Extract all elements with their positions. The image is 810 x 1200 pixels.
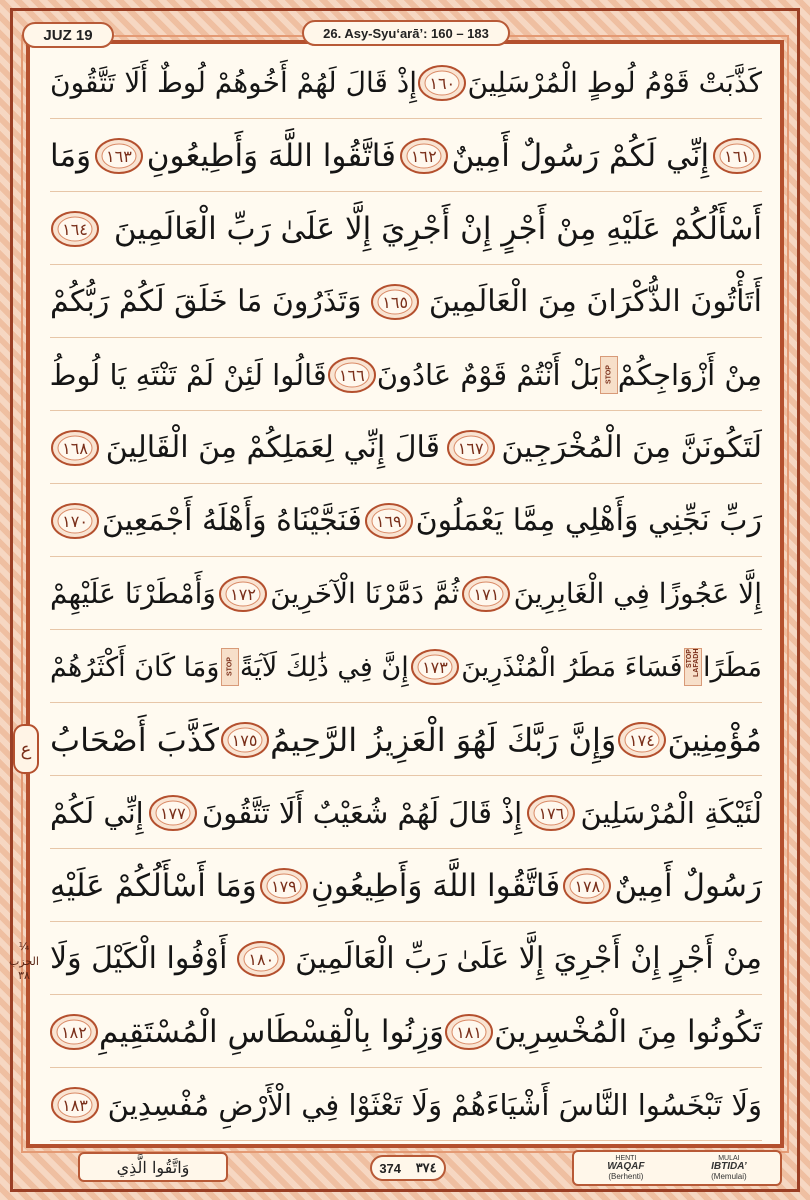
verse-line xyxy=(50,851,762,922)
page-number xyxy=(370,1155,446,1181)
ayah-number: ١٧٢ xyxy=(230,584,256,604)
stop-sign: STOP LAFADH xyxy=(684,648,702,686)
verse-line xyxy=(50,997,762,1068)
ayah-number: ١٦١ xyxy=(724,146,750,166)
ayah-number: ١٦٩ xyxy=(375,511,402,531)
legend-waqaf-sub: (Berhenti) xyxy=(608,1171,644,1181)
ayah-number-marker xyxy=(562,866,612,906)
verse-text: وَمَا كَانَ أَكْثَرُهُمْ xyxy=(50,651,220,683)
ayah-number-marker xyxy=(526,793,576,833)
verse-line xyxy=(50,486,762,557)
ayah-number-marker xyxy=(259,866,309,906)
ayah-number-marker xyxy=(50,1085,100,1125)
legend-waqaf-title: WAQAF xyxy=(607,1161,645,1173)
verse-text: وَأَمْطَرْنَا عَلَيْهِمْ xyxy=(50,577,216,610)
verse-line xyxy=(50,48,762,119)
ayah-number-marker xyxy=(364,501,414,541)
ayah-number-marker xyxy=(617,720,667,760)
verse-text: مِنْ أَجْرٍ إِنْ أَجْرِيَ إِلَّا عَلَىٰ رَبِّ الْعَالَمِينَ xyxy=(295,941,762,976)
stop-sign: STOP xyxy=(221,648,239,686)
ayah-number: ١٦٥ xyxy=(382,292,409,312)
verse-text: كَذَّبَتْ قَوْمُ لُوطٍ الْمُرْسَلِينَ xyxy=(467,66,762,99)
verse-text: إِلَّا عَجُوزًا فِي الْغَابِرِينَ xyxy=(513,577,762,610)
verse-text: كَذَّبَ أَصْحَابُ xyxy=(50,721,219,759)
ayah-number: ١٦٧ xyxy=(457,438,484,458)
verse-text: قَالَ إِنِّي لِعَمَلِكُمْ مِنَ الْقَالِينَ xyxy=(105,430,440,465)
hizb-label: الحزب xyxy=(9,954,39,968)
verse-text: مَطَرًا xyxy=(702,651,762,683)
ayah-number-marker xyxy=(444,1012,494,1052)
next-page-word: وَاتَّقُوا الَّذِي xyxy=(78,1152,228,1182)
verse-text: بَلْ أَنْتُمْ قَوْمٌ عَادُونَ xyxy=(376,357,600,392)
verse-line xyxy=(50,705,762,776)
ayah-number-marker xyxy=(148,793,198,833)
verse-text: ثُمَّ دَمَّرْنَا الْآخَرِينَ xyxy=(270,577,460,610)
ruku-marker: ع xyxy=(13,724,39,774)
ayah-number: ١٧٩ xyxy=(270,876,297,896)
verse-line xyxy=(50,194,762,265)
ayah-number: ١٨١ xyxy=(456,1022,482,1042)
ayah-number-marker xyxy=(410,647,460,687)
verse-text: فَاتَّقُوا اللَّهَ وَأَطِيعُونِ xyxy=(146,137,396,174)
verse-text: قَالُوا لَئِنْ لَمْ تَنْتَهِ يَا لُوطُ xyxy=(49,357,327,392)
ayah-number: ١٧٣ xyxy=(422,657,448,677)
verse-text: أَوْفُوا الْكَيْلَ وَلَا xyxy=(50,941,228,976)
legend-waqaf-key: HENTI xyxy=(615,1154,637,1162)
verse-text: رَبِّ نَجِّنِي وَأَهْلِي مِمَّا يَعْمَلُونَ xyxy=(415,503,762,538)
verse-text: أَتَأْتُونَ الذُّكْرَانَ مِنَ الْعَالَمِينَ xyxy=(428,284,762,319)
verse-text: وَتَذَرُونَ مَا خَلَقَ لَكُمْ رَبُّكُمْ xyxy=(50,284,362,319)
ayah-number-marker xyxy=(94,136,144,176)
verse-text: رَسُولٌ أَمِينٌ xyxy=(614,867,762,904)
surah-title: 26. Asy-Syu‘arā’: 160 – 183 xyxy=(302,20,510,46)
verse-text: إِنِّي لَكُمْ xyxy=(50,795,144,830)
ayah-number: ١٧٤ xyxy=(629,730,655,750)
verse-text: وَمَا xyxy=(50,137,92,174)
page-number-latin: 374 xyxy=(379,1160,402,1176)
ayah-number: ١٦٢ xyxy=(410,146,437,166)
hizb-quarter: ¼ xyxy=(18,939,30,953)
ayah-number-marker xyxy=(50,428,100,468)
verse-line xyxy=(50,778,762,849)
ayah-number: ١٦٣ xyxy=(106,146,132,166)
ayah-number-marker xyxy=(50,209,100,249)
ayah-number-marker xyxy=(399,136,449,176)
verse-text: وَزِنُوا بِالْقِسْطَاسِ الْمُسْتَقِيمِ xyxy=(98,1013,445,1050)
verse-line xyxy=(50,924,762,995)
verse-text: وَإِنَّ رَبَّكَ لَهُوَ الْعَزِيزُ الرَّحِيمُ xyxy=(270,721,617,759)
verse-text: مُؤْمِنِينَ xyxy=(667,721,762,759)
verse-text: لْئَيْكَةِ الْمُرْسَلِينَ xyxy=(580,795,762,830)
verse-line xyxy=(50,1070,762,1141)
ayah-number: ١٨٣ xyxy=(62,1095,88,1115)
ayah-number: ١٧٨ xyxy=(574,876,601,896)
ayah-number: ١٨٠ xyxy=(248,949,275,969)
ayah-number-marker xyxy=(50,501,100,541)
verse-line xyxy=(50,121,762,192)
ayah-number-marker xyxy=(461,574,511,614)
ayah-number: ١٧٧ xyxy=(159,803,186,823)
legend-waqaf xyxy=(607,1155,644,1181)
legend-ibtida xyxy=(711,1155,747,1181)
hizb-number: ٣٨ xyxy=(18,969,30,983)
legend-ibtida-sub: (Memulai) xyxy=(711,1171,747,1181)
verse-line xyxy=(50,413,762,484)
legend-ibtida-key: MULAI xyxy=(718,1154,740,1162)
ayah-number-marker xyxy=(370,282,420,322)
verse-text: إِنِّي لَكُمْ رَسُولٌ أَمِينٌ xyxy=(451,137,710,174)
ayah-number: ١٧٠ xyxy=(62,511,88,531)
verse-text: إِذْ قَالَ لَهُمْ شُعَيْبٌ أَلَا تَتَّقُونَ xyxy=(201,795,523,830)
verse-lines xyxy=(32,46,778,1146)
verse-line xyxy=(50,559,762,630)
verse-line xyxy=(50,267,762,338)
verse-text: وَمَا أَسْأَلُكُمْ عَلَيْهِ xyxy=(50,867,257,904)
ayah-number: ١٧٦ xyxy=(538,803,565,823)
verse-text: لَتَكُونَنَّ مِنَ الْمُخْرَجِينَ xyxy=(501,430,762,465)
waqaf-legend xyxy=(572,1150,782,1186)
verse-text: فَنَجَّيْنَاهُ وَأَهْلَهُ أَجْمَعِينَ xyxy=(101,503,362,538)
ayah-number-marker xyxy=(712,136,762,176)
ayah-number: ١٨٢ xyxy=(61,1022,87,1042)
ayah-number-marker xyxy=(49,1012,99,1052)
verse-text: إِنَّ فِي ذَٰلِكَ لَآيَةً xyxy=(239,651,409,683)
stop-sign: STOP xyxy=(600,356,618,394)
ayah-number: ١٦٨ xyxy=(62,438,88,458)
ayah-number-marker xyxy=(220,720,270,760)
ayah-number-marker xyxy=(417,63,467,103)
legend-ibtida-title: IBTIDA’ xyxy=(711,1161,747,1173)
verse-text: إِذْ قَالَ لَهُمْ أَخُوهُمْ لُوطٌ أَلَا تَتَّقُونَ xyxy=(50,66,418,99)
ayah-number: ١٧٥ xyxy=(231,730,258,750)
verse-text: مِنْ أَزْوَاجِكُمْ xyxy=(617,357,762,392)
ayah-number-marker xyxy=(446,428,496,468)
ayah-number: ١٦٤ xyxy=(62,219,88,239)
verse-line xyxy=(50,632,762,703)
ayah-number-marker xyxy=(327,355,377,395)
page-number-arabic: ٣٧٤ xyxy=(415,1160,437,1175)
verse-text: أَسْأَلُكُمْ عَلَيْهِ مِنْ أَجْرٍ إِنْ أَجْرِيَ إِلَّا عَلَىٰ رَبِّ الْعَالَمِينَ xyxy=(113,210,762,247)
verse-text: فَاتَّقُوا اللَّهَ وَأَطِيعُونِ xyxy=(311,867,561,904)
ayah-number: ١٦٠ xyxy=(429,73,456,93)
verse-text: تَكُونُوا مِنَ الْمُخْسِرِينَ xyxy=(494,1013,762,1050)
juz-label: JUZ 19 xyxy=(22,22,114,48)
verse-text: فَسَاءَ مَطَرُ الْمُنْذَرِينَ xyxy=(461,651,683,683)
ayah-number: ١٧١ xyxy=(473,584,500,604)
hizb-marker xyxy=(11,926,37,998)
ayah-number-marker xyxy=(236,939,286,979)
ayah-number: ١٦٦ xyxy=(338,365,365,385)
ayah-number-marker xyxy=(218,574,268,614)
verse-text: وَلَا تَبْخَسُوا النَّاسَ أَشْيَاءَهُمْ وَلَا تَعْثَوْا فِي الْأَرْضِ مُفْسِدِينَ xyxy=(107,1087,762,1122)
verse-line xyxy=(50,340,762,411)
